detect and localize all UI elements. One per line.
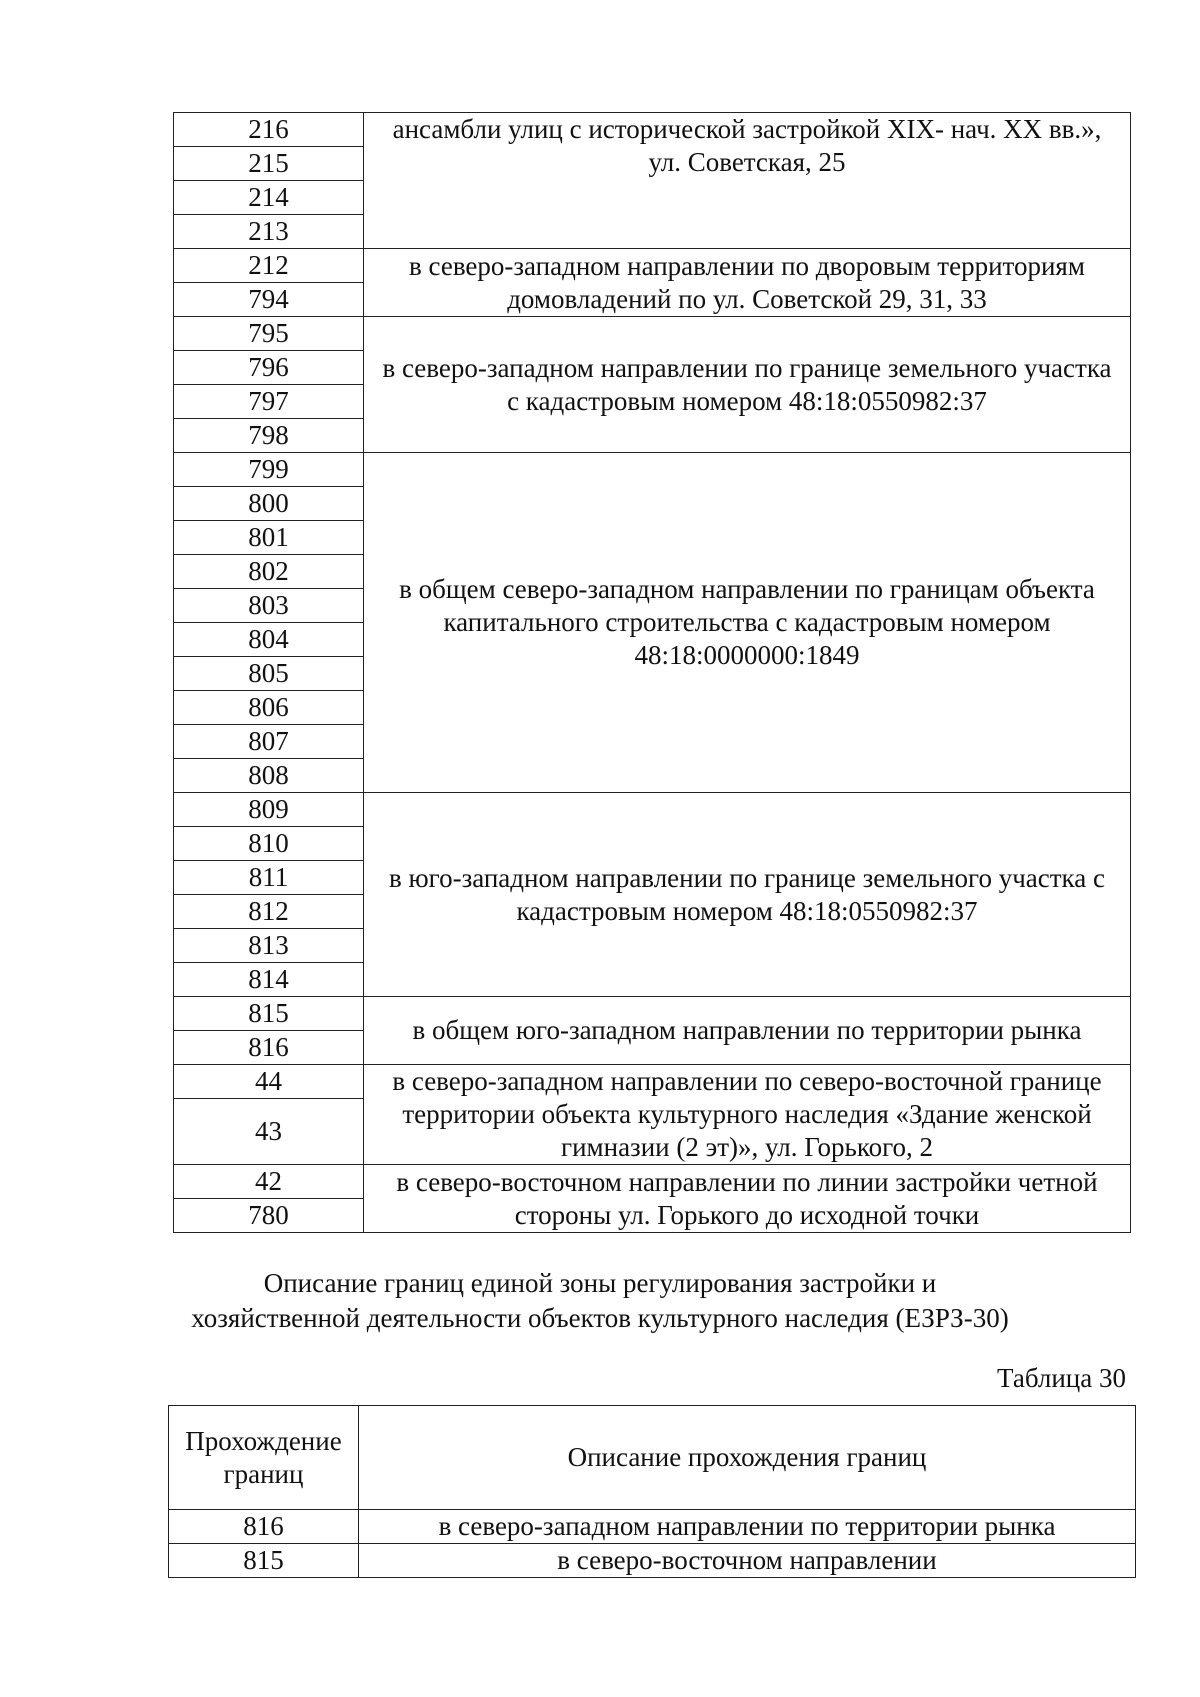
point-number-cell: 816 [174, 1031, 364, 1065]
boundary-description-cell: в северо-восточном направлении по линии застройки четной стороны ул. Горького до исходной точки [364, 1165, 1131, 1233]
point-number-cell: 212 [174, 249, 364, 283]
heading-line-1: Описание границ единой зоны регулирования застройки и [263, 1268, 937, 1298]
table-row [174, 453, 1131, 487]
point-number-cell: 44 [174, 1065, 364, 1099]
point-number-cell: 42 [174, 1165, 364, 1199]
point-number-cell: 794 [174, 283, 364, 317]
point-number-cell: 813 [174, 929, 364, 963]
heading-line-2: хозяйственной деятельности объектов культурного наследия (ЕЗРЗ-30) [191, 1303, 1009, 1333]
point-number-cell: 798 [174, 419, 364, 453]
point-number-cell: 806 [174, 691, 364, 725]
point-number-cell: 802 [174, 555, 364, 589]
point-number-cell: 780 [174, 1199, 364, 1233]
boundary-continuation-table [173, 112, 1131, 1233]
boundary-description-cell: в северо-западном направлении по дворовым территориям домовладений по ул. Советской 29, 31, 33 [364, 249, 1131, 317]
point-number-cell: 815 [174, 997, 364, 1031]
point-number-cell: 213 [174, 215, 364, 249]
table-row [174, 113, 1131, 147]
boundary-description-cell: в северо-западном направлении по территории рынка [359, 1510, 1136, 1544]
point-number-cell: 214 [174, 181, 364, 215]
point-number-cell: 808 [174, 759, 364, 793]
point-number-cell: 815 [169, 1544, 359, 1578]
point-number-cell: 796 [174, 351, 364, 385]
boundary-description-cell: в общем северо-западном направлении по границам объекта капитального строительства с кадастровым номером 48:18:0000000:1849 [364, 453, 1131, 793]
point-number-cell: 805 [174, 657, 364, 691]
section-heading [150, 1266, 1050, 1336]
table-row [174, 997, 1131, 1031]
boundary-description-cell: в общем юго-западном направлении по территории рынка [364, 997, 1131, 1065]
point-number-cell: 816 [169, 1510, 359, 1544]
point-number-cell: 810 [174, 827, 364, 861]
point-number-cell: 800 [174, 487, 364, 521]
header-description-cell: Описание прохождения границ [359, 1406, 1136, 1510]
boundary-description-cell: в юго-западном направлении по границе земельного участка с кадастровым номером 48:18:0550982:37 [364, 793, 1131, 997]
table-row [174, 1065, 1131, 1099]
point-number-cell: 795 [174, 317, 364, 351]
point-number-cell: 216 [174, 113, 364, 147]
point-number-cell: 807 [174, 725, 364, 759]
boundary-description-cell: в северо-западном направлении по границе земельного участка с кадастровым номером 48:18:0550982:37 [364, 317, 1131, 453]
point-number-cell: 799 [174, 453, 364, 487]
header-passage-cell: Прохождение границ [169, 1406, 359, 1510]
point-number-cell: 812 [174, 895, 364, 929]
point-number-cell: 797 [174, 385, 364, 419]
point-number-cell: 814 [174, 963, 364, 997]
table-header-row [169, 1406, 1136, 1510]
point-number-cell: 803 [174, 589, 364, 623]
table-row [169, 1510, 1136, 1544]
table-row [174, 249, 1131, 283]
table-30 [168, 1405, 1136, 1578]
table-row [169, 1544, 1136, 1578]
point-number-cell: 215 [174, 147, 364, 181]
point-number-cell: 811 [174, 861, 364, 895]
table-row [174, 793, 1131, 827]
point-number-cell: 801 [174, 521, 364, 555]
boundary-description-cell: ансамбли улиц с исторической застройкой XIX- нач. XX вв.», ул. Советская, 25 [364, 113, 1131, 249]
table-row [174, 1165, 1131, 1199]
point-number-cell: 804 [174, 623, 364, 657]
table-row [174, 317, 1131, 351]
boundary-description-cell: в северо-восточном направлении [359, 1544, 1136, 1578]
point-number-cell: 809 [174, 793, 364, 827]
table-caption: Таблица 30 [997, 1363, 1126, 1393]
boundary-description-cell: в северо-западном направлении по северо-восточной границе территории объекта культурного наследия «Здание женской гимназии (2 эт)», ул. Горького, 2 [364, 1065, 1131, 1165]
point-number-cell: 43 [174, 1099, 364, 1165]
